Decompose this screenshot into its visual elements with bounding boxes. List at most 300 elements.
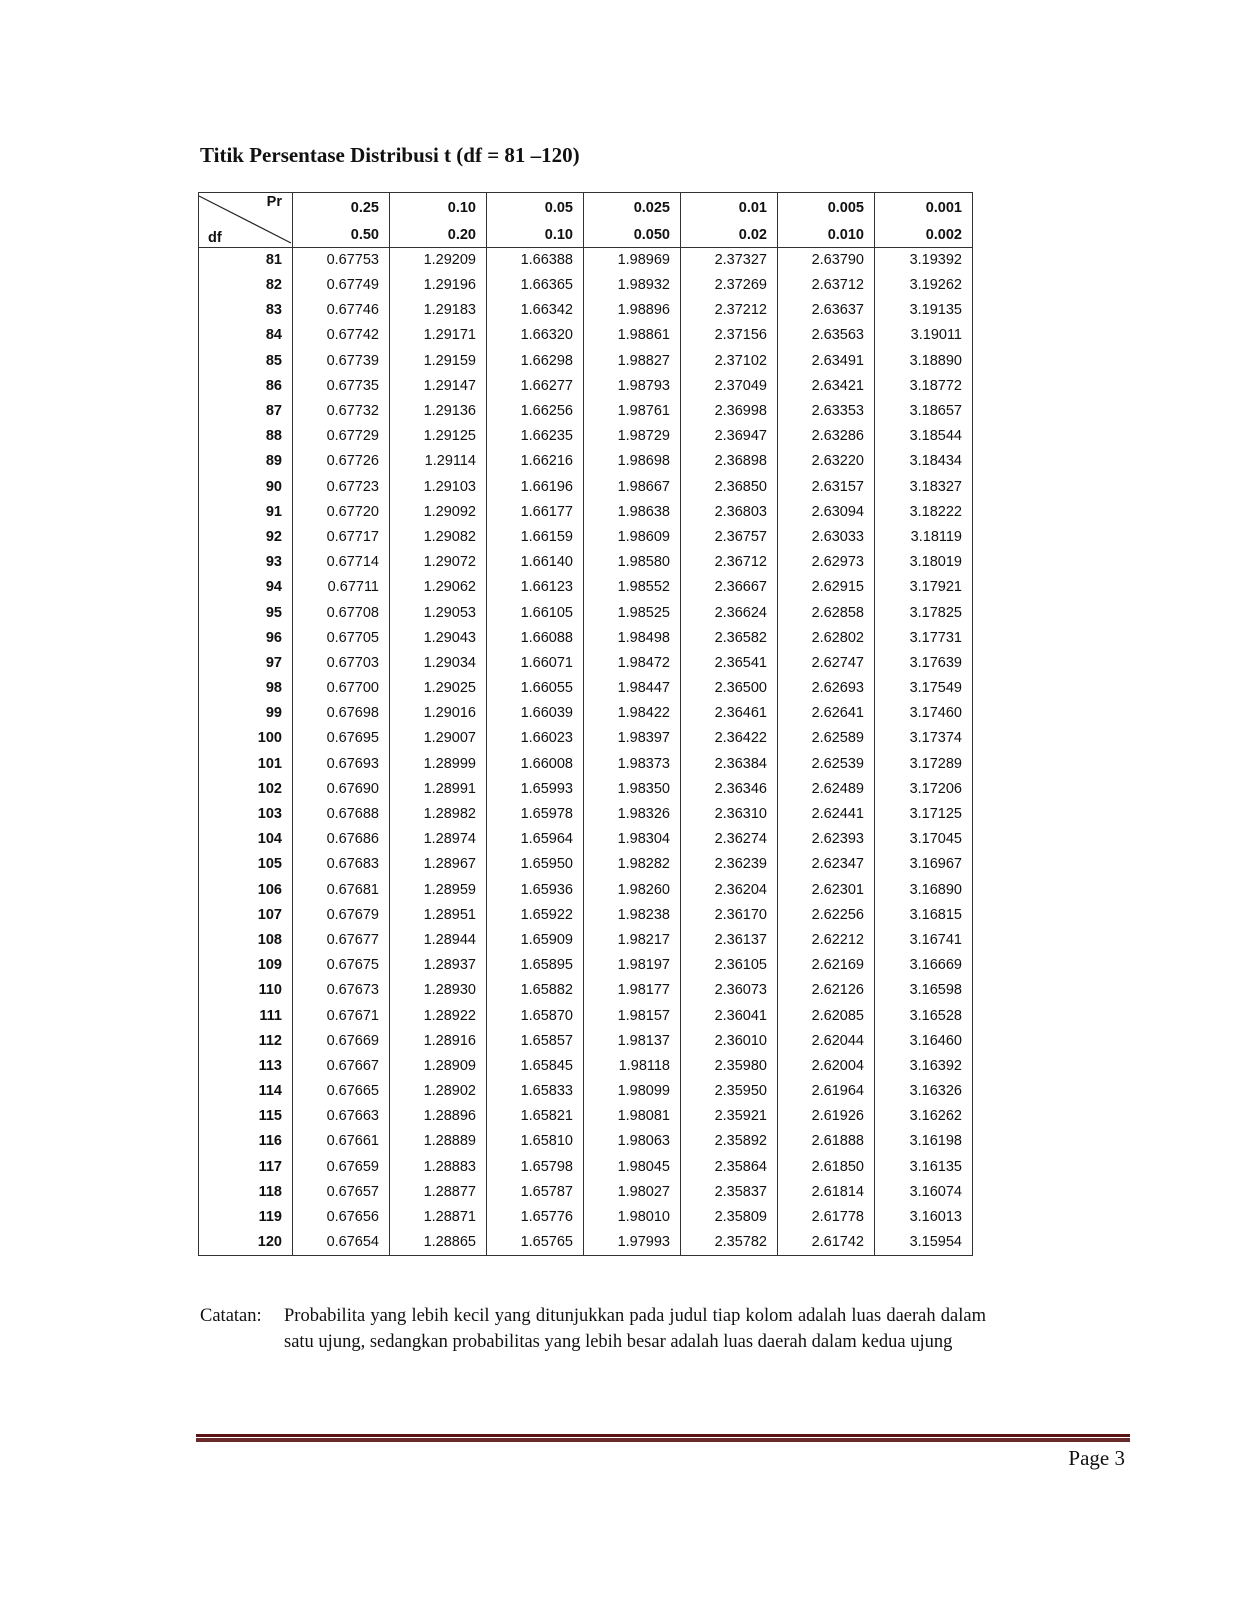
value-cell: 1.66365: [487, 273, 584, 298]
value-cell: 2.62693: [778, 676, 875, 701]
table-row: [199, 1205, 973, 1230]
value-cell: 0.67675: [293, 953, 390, 978]
df-cell: 84: [199, 323, 293, 348]
value-cell: 1.29062: [390, 575, 487, 600]
df-cell: 87: [199, 399, 293, 424]
header-two-tail-prob: 0.20: [390, 223, 487, 248]
value-cell: 1.66320: [487, 323, 584, 348]
table-row: [199, 978, 973, 1003]
value-cell: 3.18327: [875, 475, 973, 500]
t-distribution-table: [198, 192, 973, 1256]
value-cell: 2.35892: [681, 1129, 778, 1154]
value-cell: 1.29007: [390, 726, 487, 751]
value-cell: 1.28871: [390, 1205, 487, 1230]
value-cell: 1.66055: [487, 676, 584, 701]
value-cell: 1.29053: [390, 600, 487, 625]
value-cell: 2.36346: [681, 777, 778, 802]
value-cell: 1.28883: [390, 1155, 487, 1180]
value-cell: 2.36010: [681, 1029, 778, 1054]
value-cell: 2.36384: [681, 752, 778, 777]
value-cell: 1.28967: [390, 852, 487, 877]
value-cell: 2.36500: [681, 676, 778, 701]
value-cell: 3.16074: [875, 1180, 973, 1205]
value-cell: 2.62915: [778, 575, 875, 600]
value-cell: 2.36757: [681, 525, 778, 550]
table-row: [199, 777, 973, 802]
value-cell: 1.65895: [487, 953, 584, 978]
value-cell: 2.35809: [681, 1205, 778, 1230]
header-row-one-tail: [199, 193, 973, 224]
value-cell: 1.28930: [390, 978, 487, 1003]
header-one-tail-prob: 0.10: [390, 193, 487, 224]
value-cell: 2.36170: [681, 903, 778, 928]
value-cell: 0.67654: [293, 1230, 390, 1256]
value-cell: 3.18222: [875, 500, 973, 525]
table-row: [199, 600, 973, 625]
value-cell: 1.98197: [584, 953, 681, 978]
value-cell: 1.28999: [390, 752, 487, 777]
value-cell: 2.35921: [681, 1104, 778, 1129]
value-cell: 2.61742: [778, 1230, 875, 1256]
df-cell: 98: [199, 676, 293, 701]
value-cell: 0.67700: [293, 676, 390, 701]
table-row: [199, 550, 973, 575]
value-cell: 1.98063: [584, 1129, 681, 1154]
value-cell: 2.62589: [778, 726, 875, 751]
value-cell: 0.67717: [293, 525, 390, 550]
value-cell: 1.65922: [487, 903, 584, 928]
value-cell: 1.65798: [487, 1155, 584, 1180]
note-label: Catatan:: [200, 1306, 262, 1326]
value-cell: 1.28902: [390, 1079, 487, 1104]
table-row: [199, 1003, 973, 1028]
value-cell: 1.66023: [487, 726, 584, 751]
value-cell: 2.36422: [681, 726, 778, 751]
value-cell: 0.67679: [293, 903, 390, 928]
value-cell: 1.66235: [487, 424, 584, 449]
header-one-tail-prob: 0.001: [875, 193, 973, 224]
value-cell: 0.67683: [293, 852, 390, 877]
value-cell: 1.28937: [390, 953, 487, 978]
value-cell: 1.28974: [390, 827, 487, 852]
value-cell: 1.29016: [390, 701, 487, 726]
value-cell: 1.29183: [390, 298, 487, 323]
table-row: [199, 323, 973, 348]
value-cell: 3.19135: [875, 298, 973, 323]
value-cell: 1.98045: [584, 1155, 681, 1180]
value-cell: 1.98580: [584, 550, 681, 575]
value-cell: 2.62212: [778, 928, 875, 953]
value-cell: 2.36667: [681, 575, 778, 600]
value-cell: 3.19392: [875, 248, 973, 274]
value-cell: 1.98698: [584, 449, 681, 474]
df-cell: 85: [199, 349, 293, 374]
page-number: Page 3: [1068, 1446, 1125, 1470]
table-row: [199, 626, 973, 651]
value-cell: 3.18772: [875, 374, 973, 399]
value-cell: 1.98609: [584, 525, 681, 550]
value-cell: 2.36998: [681, 399, 778, 424]
table-row: [199, 752, 973, 777]
value-cell: 1.98638: [584, 500, 681, 525]
value-cell: 3.19262: [875, 273, 973, 298]
df-cell: 100: [199, 726, 293, 751]
value-cell: 3.15954: [875, 1230, 973, 1256]
value-cell: 2.36582: [681, 626, 778, 651]
df-cell: 116: [199, 1129, 293, 1154]
value-cell: 1.65833: [487, 1079, 584, 1104]
value-cell: 1.29171: [390, 323, 487, 348]
value-cell: 1.28865: [390, 1230, 487, 1256]
value-cell: 1.28959: [390, 878, 487, 903]
value-cell: 2.36803: [681, 500, 778, 525]
value-cell: 1.65909: [487, 928, 584, 953]
value-cell: 1.65787: [487, 1180, 584, 1205]
value-cell: 2.63286: [778, 424, 875, 449]
header-two-tail-prob: 0.50: [293, 223, 390, 248]
value-cell: 1.98861: [584, 323, 681, 348]
table-row: [199, 1129, 973, 1154]
value-cell: 1.98793: [584, 374, 681, 399]
table-row: [199, 399, 973, 424]
value-cell: 3.16392: [875, 1054, 973, 1079]
value-cell: 2.62489: [778, 777, 875, 802]
header-one-tail-prob: 0.005: [778, 193, 875, 224]
value-cell: 2.35837: [681, 1180, 778, 1205]
header-one-tail-prob: 0.01: [681, 193, 778, 224]
value-cell: 2.61964: [778, 1079, 875, 1104]
table-row: [199, 802, 973, 827]
value-cell: 1.28982: [390, 802, 487, 827]
value-cell: 0.67659: [293, 1155, 390, 1180]
value-cell: 1.66071: [487, 651, 584, 676]
value-cell: 0.67698: [293, 701, 390, 726]
df-cell: 95: [199, 600, 293, 625]
value-cell: 1.66123: [487, 575, 584, 600]
value-cell: 3.16815: [875, 903, 973, 928]
header-one-tail-prob: 0.025: [584, 193, 681, 224]
value-cell: 3.18434: [875, 449, 973, 474]
value-cell: 3.17639: [875, 651, 973, 676]
value-cell: 2.62539: [778, 752, 875, 777]
value-cell: 1.65810: [487, 1129, 584, 1154]
value-cell: 3.17549: [875, 676, 973, 701]
value-cell: 3.16967: [875, 852, 973, 877]
value-cell: 3.16741: [875, 928, 973, 953]
value-cell: 2.62301: [778, 878, 875, 903]
value-cell: 2.62747: [778, 651, 875, 676]
value-cell: 1.98326: [584, 802, 681, 827]
table-row: [199, 701, 973, 726]
table-row: [199, 1180, 973, 1205]
df-cell: 118: [199, 1180, 293, 1205]
value-cell: 0.67690: [293, 777, 390, 802]
table-row: [199, 1155, 973, 1180]
value-cell: 1.98304: [584, 827, 681, 852]
value-cell: 0.67726: [293, 449, 390, 474]
table-row: [199, 248, 973, 274]
table-row: [199, 827, 973, 852]
table-row: [199, 852, 973, 877]
value-cell: 3.16528: [875, 1003, 973, 1028]
header-two-tail-prob: 0.10: [487, 223, 584, 248]
value-cell: 1.29025: [390, 676, 487, 701]
value-cell: 0.67708: [293, 600, 390, 625]
value-cell: 2.36461: [681, 701, 778, 726]
value-cell: 1.98896: [584, 298, 681, 323]
table-row: [199, 903, 973, 928]
value-cell: 0.67673: [293, 978, 390, 1003]
page-title: Titik Persentase Distribusi t (df = 81 –120): [200, 143, 580, 167]
value-cell: 2.62393: [778, 827, 875, 852]
value-cell: 1.98350: [584, 777, 681, 802]
corner-header-cell: [199, 193, 293, 248]
value-cell: 3.18019: [875, 550, 973, 575]
value-cell: 2.62004: [778, 1054, 875, 1079]
value-cell: 0.67729: [293, 424, 390, 449]
value-cell: 3.17125: [875, 802, 973, 827]
df-cell: 113: [199, 1054, 293, 1079]
value-cell: 2.36041: [681, 1003, 778, 1028]
value-cell: 1.65950: [487, 852, 584, 877]
value-cell: 1.66277: [487, 374, 584, 399]
value-cell: 2.63094: [778, 500, 875, 525]
value-cell: 1.66256: [487, 399, 584, 424]
df-cell: 97: [199, 651, 293, 676]
value-cell: 2.36947: [681, 424, 778, 449]
df-cell: 99: [199, 701, 293, 726]
value-cell: 0.67732: [293, 399, 390, 424]
value-cell: 2.62085: [778, 1003, 875, 1028]
table-row: [199, 726, 973, 751]
value-cell: 2.61888: [778, 1129, 875, 1154]
value-cell: 3.17045: [875, 827, 973, 852]
value-cell: 1.98137: [584, 1029, 681, 1054]
value-cell: 1.65993: [487, 777, 584, 802]
table-row: [199, 953, 973, 978]
value-cell: 1.98498: [584, 626, 681, 651]
value-cell: 2.36310: [681, 802, 778, 827]
value-cell: 2.62973: [778, 550, 875, 575]
df-cell: 103: [199, 802, 293, 827]
note-text: Probabilita yang lebih kecil yang ditunjukkan pada judul tiap kolom adalah luas daerah dalam satu ujung, sedangkan probabilitas yang lebih besar adalah luas daerah dalam kedua ujung: [284, 1306, 986, 1352]
value-cell: 0.67746: [293, 298, 390, 323]
value-cell: 2.63157: [778, 475, 875, 500]
value-cell: 1.29125: [390, 424, 487, 449]
value-cell: 1.98761: [584, 399, 681, 424]
value-cell: 0.67742: [293, 323, 390, 348]
value-cell: 2.37212: [681, 298, 778, 323]
value-cell: 0.67693: [293, 752, 390, 777]
value-cell: 0.67661: [293, 1129, 390, 1154]
table-row: [199, 1079, 973, 1104]
table-row: [199, 424, 973, 449]
value-cell: 1.29114: [390, 449, 487, 474]
value-cell: 0.67749: [293, 273, 390, 298]
value-cell: 0.67735: [293, 374, 390, 399]
value-cell: 1.98081: [584, 1104, 681, 1129]
value-cell: 3.16135: [875, 1155, 973, 1180]
df-cell: 88: [199, 424, 293, 449]
value-cell: 1.28916: [390, 1029, 487, 1054]
value-cell: 3.18119: [875, 525, 973, 550]
value-cell: 2.35950: [681, 1079, 778, 1104]
df-cell: 83: [199, 298, 293, 323]
value-cell: 0.67714: [293, 550, 390, 575]
value-cell: 1.98177: [584, 978, 681, 1003]
table-row: [199, 1230, 973, 1256]
table-row: [199, 374, 973, 399]
df-cell: 90: [199, 475, 293, 500]
value-cell: 2.37049: [681, 374, 778, 399]
value-cell: 1.66105: [487, 600, 584, 625]
value-cell: 2.36850: [681, 475, 778, 500]
df-cell: 108: [199, 928, 293, 953]
value-cell: 1.98422: [584, 701, 681, 726]
value-cell: 1.28889: [390, 1129, 487, 1154]
table-row: [199, 651, 973, 676]
value-cell: 1.65857: [487, 1029, 584, 1054]
value-cell: 1.29082: [390, 525, 487, 550]
table-row: [199, 575, 973, 600]
table-row: [199, 349, 973, 374]
table-row: [199, 1104, 973, 1129]
value-cell: 1.98932: [584, 273, 681, 298]
value-cell: 2.36624: [681, 600, 778, 625]
value-cell: 2.36137: [681, 928, 778, 953]
value-cell: 0.67663: [293, 1104, 390, 1129]
value-cell: 2.61814: [778, 1180, 875, 1205]
value-cell: 1.29136: [390, 399, 487, 424]
value-cell: 1.98447: [584, 676, 681, 701]
table-row: [199, 273, 973, 298]
value-cell: 1.66342: [487, 298, 584, 323]
value-cell: 3.16598: [875, 978, 973, 1003]
value-cell: 3.17206: [875, 777, 973, 802]
value-cell: 2.36105: [681, 953, 778, 978]
table-row: [199, 449, 973, 474]
value-cell: 3.17289: [875, 752, 973, 777]
value-cell: 3.19011: [875, 323, 973, 348]
value-cell: 2.62256: [778, 903, 875, 928]
value-cell: 2.63790: [778, 248, 875, 274]
header-two-tail-prob: 0.050: [584, 223, 681, 248]
corner-label-df: df: [208, 230, 222, 246]
value-cell: 2.62347: [778, 852, 875, 877]
value-cell: 1.28991: [390, 777, 487, 802]
value-cell: 1.98472: [584, 651, 681, 676]
df-cell: 91: [199, 500, 293, 525]
header-two-tail-prob: 0.02: [681, 223, 778, 248]
value-cell: 1.98282: [584, 852, 681, 877]
value-cell: 0.67705: [293, 626, 390, 651]
value-cell: 1.66008: [487, 752, 584, 777]
value-cell: 1.29103: [390, 475, 487, 500]
value-cell: 1.66159: [487, 525, 584, 550]
table-row: [199, 878, 973, 903]
value-cell: 0.67753: [293, 248, 390, 274]
value-cell: 1.66388: [487, 248, 584, 274]
value-cell: 2.63220: [778, 449, 875, 474]
value-cell: 2.62126: [778, 978, 875, 1003]
value-cell: 3.16198: [875, 1129, 973, 1154]
value-cell: 0.67667: [293, 1054, 390, 1079]
value-cell: 3.16669: [875, 953, 973, 978]
value-cell: 3.16013: [875, 1205, 973, 1230]
value-cell: 1.65978: [487, 802, 584, 827]
value-cell: 1.66088: [487, 626, 584, 651]
value-cell: 1.66298: [487, 349, 584, 374]
value-cell: 1.98525: [584, 600, 681, 625]
df-cell: 111: [199, 1003, 293, 1028]
value-cell: 0.67739: [293, 349, 390, 374]
value-cell: 2.36541: [681, 651, 778, 676]
value-cell: 2.61850: [778, 1155, 875, 1180]
value-cell: 0.67695: [293, 726, 390, 751]
value-cell: 0.67688: [293, 802, 390, 827]
value-cell: 1.97993: [584, 1230, 681, 1256]
value-cell: 0.67711: [293, 575, 390, 600]
df-cell: 114: [199, 1079, 293, 1104]
table-row: [199, 525, 973, 550]
df-cell: 112: [199, 1029, 293, 1054]
value-cell: 1.66039: [487, 701, 584, 726]
value-cell: 0.67681: [293, 878, 390, 903]
table-row: [199, 475, 973, 500]
header-two-tail-prob: 0.002: [875, 223, 973, 248]
value-cell: 1.65870: [487, 1003, 584, 1028]
value-cell: 1.65964: [487, 827, 584, 852]
value-cell: 1.29072: [390, 550, 487, 575]
value-cell: 2.62044: [778, 1029, 875, 1054]
value-cell: 2.36204: [681, 878, 778, 903]
value-cell: 2.37102: [681, 349, 778, 374]
value-cell: 2.36274: [681, 827, 778, 852]
df-cell: 115: [199, 1104, 293, 1129]
df-cell: 107: [199, 903, 293, 928]
value-cell: 1.66196: [487, 475, 584, 500]
value-cell: 1.98099: [584, 1079, 681, 1104]
value-cell: 1.98260: [584, 878, 681, 903]
df-cell: 117: [199, 1155, 293, 1180]
df-cell: 92: [199, 525, 293, 550]
value-cell: 1.28877: [390, 1180, 487, 1205]
value-cell: 0.67703: [293, 651, 390, 676]
df-cell: 82: [199, 273, 293, 298]
value-cell: 2.61778: [778, 1205, 875, 1230]
value-cell: 1.98969: [584, 248, 681, 274]
df-cell: 96: [199, 626, 293, 651]
value-cell: 1.98729: [584, 424, 681, 449]
value-cell: 1.28909: [390, 1054, 487, 1079]
table-row: [199, 928, 973, 953]
value-cell: 0.67665: [293, 1079, 390, 1104]
df-cell: 86: [199, 374, 293, 399]
footer-rule: [196, 1434, 1130, 1442]
value-cell: 2.61926: [778, 1104, 875, 1129]
df-cell: 109: [199, 953, 293, 978]
header-one-tail-prob: 0.05: [487, 193, 584, 224]
table-row: [199, 298, 973, 323]
value-cell: 2.37327: [681, 248, 778, 274]
value-cell: 1.98027: [584, 1180, 681, 1205]
value-cell: 1.28896: [390, 1104, 487, 1129]
table-row: [199, 1029, 973, 1054]
value-cell: 2.62169: [778, 953, 875, 978]
value-cell: 1.66216: [487, 449, 584, 474]
value-cell: 1.29092: [390, 500, 487, 525]
df-cell: 104: [199, 827, 293, 852]
